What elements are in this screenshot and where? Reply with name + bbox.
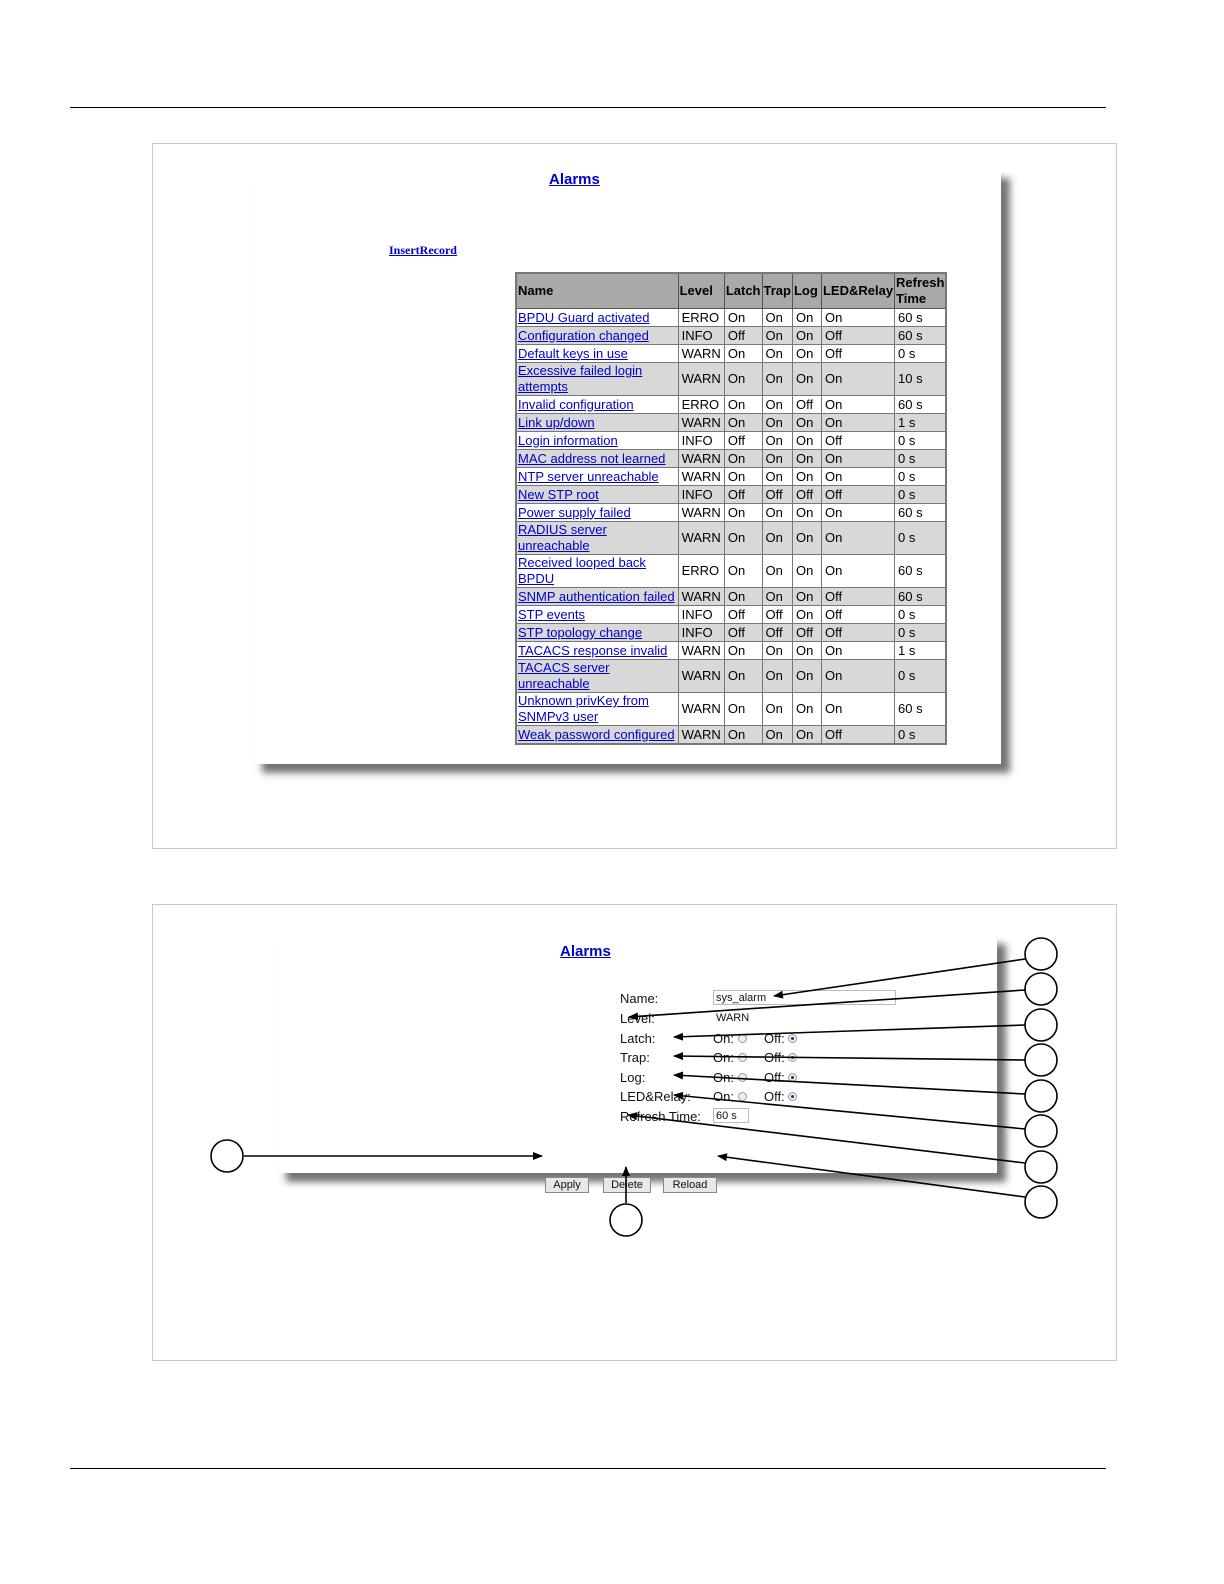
trap-cell: On [762,588,792,606]
latch-cell: Off [724,486,762,504]
callout-circle [1025,1044,1057,1076]
level-cell: WARN [678,660,724,693]
col-header-refresh-time[interactable]: Refresh Time [895,273,947,309]
name-input[interactable]: sys_alarm [713,990,896,1005]
trap-cell: Off [762,624,792,642]
alarm-name-link[interactable]: TACACS server unreachable [518,660,610,691]
trap-cell: On [762,555,792,588]
trap-off-label: Off: [764,1050,785,1065]
refresh-time-cell: 0 s [895,450,947,468]
refresh-time-cell: 60 s [895,555,947,588]
log-cell: On [792,450,821,468]
callout-circle [1025,1151,1057,1183]
led-relay-cell: On [821,468,894,486]
latch-cell: On [724,504,762,522]
refresh-time-cell: 0 s [895,726,947,745]
trap-cell: On [762,450,792,468]
led-relay-cell: Off [821,486,894,504]
level-cell: WARN [678,522,724,555]
log-cell: On [792,414,821,432]
led-relay-cell: Off [821,432,894,450]
level-cell: WARN [678,450,724,468]
refresh-time-cell: 0 s [895,606,947,624]
alarm-name-link[interactable]: SNMP authentication failed [518,588,675,604]
latch-cell: Off [724,624,762,642]
log-on-label: On: [713,1070,734,1085]
col-header-log[interactable]: Log [792,273,821,309]
trap-cell: On [762,396,792,414]
apply-button[interactable]: Apply [545,1177,589,1193]
reload-button[interactable]: Reload [663,1177,717,1193]
latch-cell: On [724,660,762,693]
callout-arrow-refresh-time [628,1115,1025,1163]
callout-circle [1025,1009,1057,1041]
callout-arrow-log [674,1075,1025,1094]
trap-cell: On [762,363,792,396]
log-cell: On [792,363,821,396]
alarm-name-link[interactable]: MAC address not learned [518,450,666,466]
log-cell: On [792,468,821,486]
refresh-time-cell: 0 s [895,486,947,504]
led-relay-cell: On [821,363,894,396]
latch-cell: Off [724,327,762,345]
latch-cell: On [724,555,762,588]
led-relay-cell: Off [821,624,894,642]
col-header-latch[interactable]: Latch [724,273,762,309]
level-cell: INFO [678,327,724,345]
trap-cell: Off [762,486,792,504]
callout-arrow-name [774,959,1025,996]
insert-record-link[interactable]: InsertRecord [389,243,457,257]
led-relay-cell: Off [821,345,894,363]
refresh-time-cell: 60 s [895,396,947,414]
level-cell: WARN [678,693,724,726]
refresh-time-cell: 1 s [895,414,947,432]
log-cell: On [792,606,821,624]
log-cell: Off [792,486,821,504]
refresh-time-cell: 0 s [895,522,947,555]
level-cell: WARN [678,726,724,745]
trap-cell: On [762,693,792,726]
level-cell: WARN [678,642,724,660]
latch-cell: On [724,468,762,486]
log-cell: Off [792,396,821,414]
led-relay-cell: Off [821,726,894,745]
refresh-time-cell: 0 s [895,660,947,693]
refresh-time-cell: 0 s [895,624,947,642]
alarm-name-link[interactable]: TACACS response invalid [518,642,668,658]
led-relay-cell: Off [821,327,894,345]
log-cell: On [792,660,821,693]
alarm-name-link[interactable]: Login information [518,432,618,448]
alarm-name-link[interactable]: Excessive failed login attempts [518,363,643,394]
refresh-time-cell: 60 s [895,327,947,345]
latch-cell: On [724,693,762,726]
led-relay-cell: On [821,414,894,432]
latch-on-label: On: [713,1031,734,1046]
trap-cell: On [762,327,792,345]
alarm-name-link[interactable]: BPDU Guard activated [518,309,650,325]
col-header-trap[interactable]: Trap [762,273,792,309]
latch-cell: On [724,588,762,606]
alarm-name-link[interactable]: Power supply failed [518,504,631,520]
log-cell: On [792,309,821,327]
callout-arrow-reload [718,1156,1025,1197]
latch-cell: Off [724,606,762,624]
callout-arrow-led-relay [674,1095,1025,1129]
log-cell: On [792,555,821,588]
page-title[interactable]: Alarms [549,171,600,188]
callout-circle [1025,1080,1057,1112]
led-relay-off-label: Off: [764,1089,785,1104]
callout-circle [1025,1115,1057,1147]
refresh-time-cell: 0 s [895,432,947,450]
trap-cell: On [762,504,792,522]
trap-cell: On [762,309,792,327]
log-cell: On [792,327,821,345]
refresh-time-cell: 0 s [895,468,947,486]
latch-cell: On [724,414,762,432]
name-label: Name: [620,991,659,1006]
trap-cell: On [762,522,792,555]
led-relay-cell: On [821,396,894,414]
refresh-time-cell: 60 s [895,693,947,726]
latch-off-label: Off: [764,1031,785,1046]
trap-cell: Off [762,606,792,624]
level-cell: ERRO [678,396,724,414]
level-select[interactable]: WARN [713,1010,753,1025]
log-off-label: Off: [764,1070,785,1085]
alarm-name-link[interactable]: New STP root [518,486,599,502]
log-cell: On [792,432,821,450]
callout-arrow-trap [674,1056,1025,1060]
led-relay-cell: Off [821,588,894,606]
latch-cell: On [724,522,762,555]
alarm-name-link[interactable]: Configuration changed [518,327,649,343]
trap-label: Trap: [620,1050,650,1065]
level-label: Level: [620,1011,655,1026]
latch-cell: On [724,309,762,327]
level-cell: INFO [678,606,724,624]
level-cell: ERRO [678,309,724,327]
led-relay-cell: On [821,309,894,327]
alarm-name-link[interactable]: Link up/down [518,414,595,430]
led-relay-cell: On [821,555,894,588]
log-label: Log: [620,1070,646,1085]
callout-circle [1025,938,1057,970]
callout-circle [1025,1186,1057,1218]
log-cell: On [792,726,821,745]
form-title[interactable]: Alarms [560,943,611,960]
trap-cell: On [762,432,792,450]
callout-arrow-level [629,990,1025,1017]
alarm-name-link[interactable]: RADIUS server unreachable [518,522,607,553]
latch-cell: On [724,345,762,363]
alarm-name-link[interactable]: Weak password configured [518,726,675,742]
level-cell: WARN [678,363,724,396]
col-header-name[interactable]: Name [516,273,678,309]
led-relay-cell: On [821,522,894,555]
alarm-name-link[interactable]: Invalid configuration [518,396,634,412]
level-cell: INFO [678,486,724,504]
refresh-time-cell: 60 s [895,588,947,606]
led-relay-label: LED&Relay: [620,1089,691,1104]
led-relay-cell: On [821,504,894,522]
level-cell: WARN [678,468,724,486]
level-cell: INFO [678,624,724,642]
level-cell: ERRO [678,555,724,588]
delete-button[interactable]: Delete [603,1177,651,1193]
level-cell: WARN [678,588,724,606]
trap-cell: On [762,414,792,432]
log-cell: On [792,642,821,660]
latch-cell: On [724,396,762,414]
led-relay-cell: On [821,450,894,468]
alarm-name-link[interactable]: Default keys in use [518,345,628,361]
log-cell: On [792,693,821,726]
latch-label: Latch: [620,1031,656,1046]
log-cell: Off [792,624,821,642]
log-cell: On [792,522,821,555]
refresh-time-cell: 60 s [895,309,947,327]
led-relay-cell: Off [821,606,894,624]
level-cell: INFO [678,432,724,450]
refresh-time-label: Refresh Time: [620,1109,701,1124]
led-relay-on-label: On: [713,1089,734,1104]
refresh-time-cell: 60 s [895,504,947,522]
latch-cell: Off [724,432,762,450]
col-header-led-relay[interactable]: LED&Relay [821,273,894,309]
latch-cell: On [724,726,762,745]
trap-on-label: On: [713,1050,734,1065]
col-header-level[interactable]: Level [678,273,724,309]
led-relay-cell: On [821,642,894,660]
alarm-name-link[interactable]: STP events [518,606,585,622]
alarm-name-link[interactable]: NTP server unreachable [518,468,659,484]
trap-cell: On [762,345,792,363]
latch-cell: On [724,450,762,468]
log-cell: On [792,588,821,606]
callout-circle [211,1140,243,1172]
latch-cell: On [724,642,762,660]
trap-cell: On [762,468,792,486]
callout-circle [610,1204,642,1236]
alarm-name-link[interactable]: STP topology change [518,624,643,640]
level-cell: WARN [678,345,724,363]
alarm-name-link[interactable]: Received looped back BPDU [518,555,646,586]
level-cell: WARN [678,414,724,432]
refresh-time-cell: 10 s [895,363,947,396]
refresh-time-input[interactable]: 60 s [713,1108,749,1123]
level-cell: WARN [678,504,724,522]
refresh-time-cell: 0 s [895,345,947,363]
log-cell: On [792,504,821,522]
trap-cell: On [762,642,792,660]
trap-cell: On [762,660,792,693]
trap-cell: On [762,726,792,745]
callout-arrow-latch [674,1025,1025,1037]
log-cell: On [792,345,821,363]
alarm-name-link[interactable]: Unknown privKey from SNMPv3 user [518,693,649,724]
callout-circle [1025,973,1057,1005]
refresh-time-cell: 1 s [895,642,947,660]
latch-cell: On [724,363,762,396]
led-relay-cell: On [821,660,894,693]
led-relay-cell: On [821,693,894,726]
